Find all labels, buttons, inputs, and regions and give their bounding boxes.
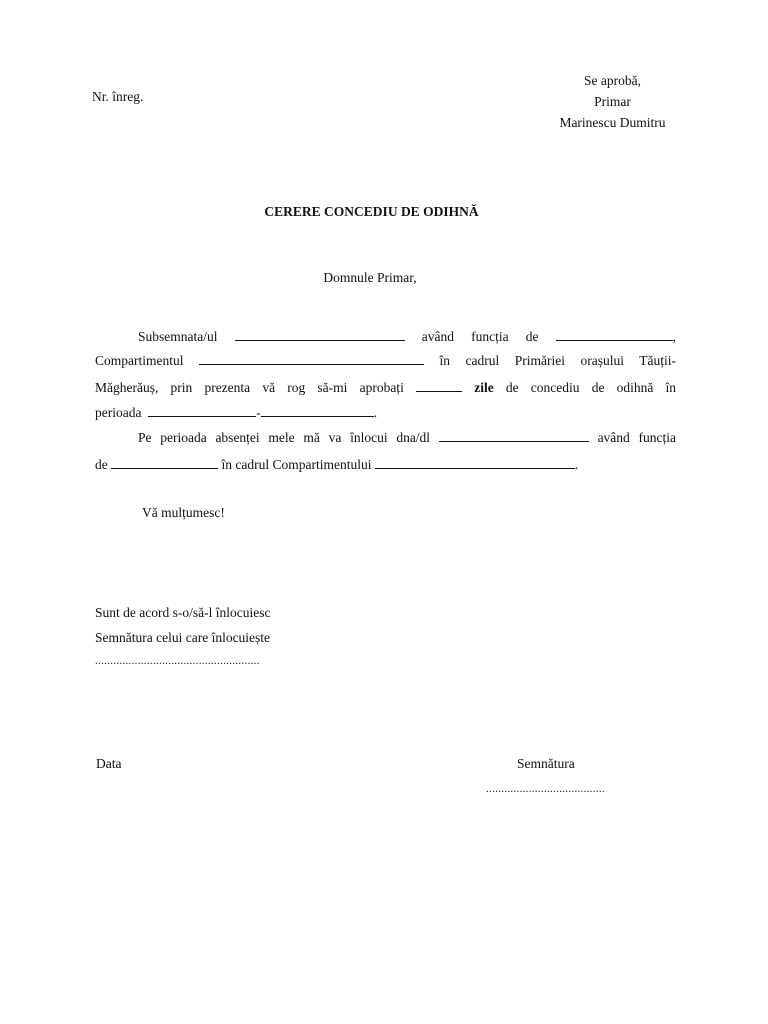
thanks-text: Vă mulțumesc! [142, 505, 225, 520]
signature-dots[interactable]: ....................................... [486, 783, 605, 795]
paragraph-1-line-1 [138, 327, 676, 347]
document-title: CERERE CONCEDIU DE ODIHNĂ [264, 204, 479, 219]
text-pe-perioada: Pe perioada absenței mele mă va înlocui dna/dl [138, 430, 431, 445]
text-dash: - [256, 405, 261, 420]
days-blank[interactable] [416, 379, 462, 392]
approval-block [540, 70, 685, 133]
greeting: Domnule Primar, [323, 270, 417, 285]
text-in-cadrul-compartimentului: în cadrul Compartimentului [221, 457, 372, 472]
text-avand: având [421, 329, 455, 344]
text-comma: , [672, 329, 677, 344]
replacement-signature-dots[interactable]: ...................................................... [95, 655, 260, 667]
approval-line-2: Primar [594, 94, 631, 109]
text-period: . [574, 457, 579, 472]
function-blank[interactable] [556, 328, 673, 341]
period-start-blank[interactable] [148, 404, 256, 417]
replacement-function-blank[interactable] [111, 456, 218, 469]
text-subsemnatul: Subsemnata/ul [138, 329, 218, 344]
paragraph-1-line-2 [95, 351, 676, 371]
approval-line-1: Se aprobă, [584, 73, 641, 88]
replacement-signature-label: Semnătura celui care înlocuiește [95, 630, 271, 645]
text-de-concediu: de concediu de odihnă în [505, 380, 677, 395]
text-magheraus: Măgherăuș, prin prezenta vă rog să-mi aprobați [95, 380, 404, 395]
text-avand-functia: având funcția [597, 430, 677, 445]
text-compartimentul: Compartimentul [95, 353, 184, 368]
replacement-name-blank[interactable] [439, 429, 589, 442]
text-period-end: . [373, 405, 378, 420]
registration-number-label: Nr. înreg. [92, 89, 144, 104]
text-functia: funcția [471, 329, 509, 344]
text-de: de [525, 329, 539, 344]
agree-text: Sunt de acord s-o/să-l înlocuiesc [95, 605, 271, 620]
date-label: Data [96, 756, 122, 771]
text-in-cadrul-primariei: în cadrul Primăriei orașului Tăuții- [439, 353, 677, 368]
paragraph-1-line-3 [95, 378, 676, 398]
text-perioada: perioada [95, 405, 142, 420]
department-blank[interactable] [199, 352, 424, 365]
replacement-department-blank[interactable] [375, 456, 575, 469]
text-de: de [95, 457, 108, 472]
signature-label: Semnătura [517, 756, 575, 771]
approval-line-3: Marinescu Dumitru [559, 115, 666, 130]
name-blank[interactable] [235, 328, 405, 341]
text-zile: zile [474, 380, 494, 395]
period-end-blank[interactable] [261, 404, 374, 417]
paragraph-1-line-4 [95, 403, 676, 423]
paragraph-2-line-1 [138, 428, 676, 448]
paragraph-2-line-2 [95, 455, 676, 475]
